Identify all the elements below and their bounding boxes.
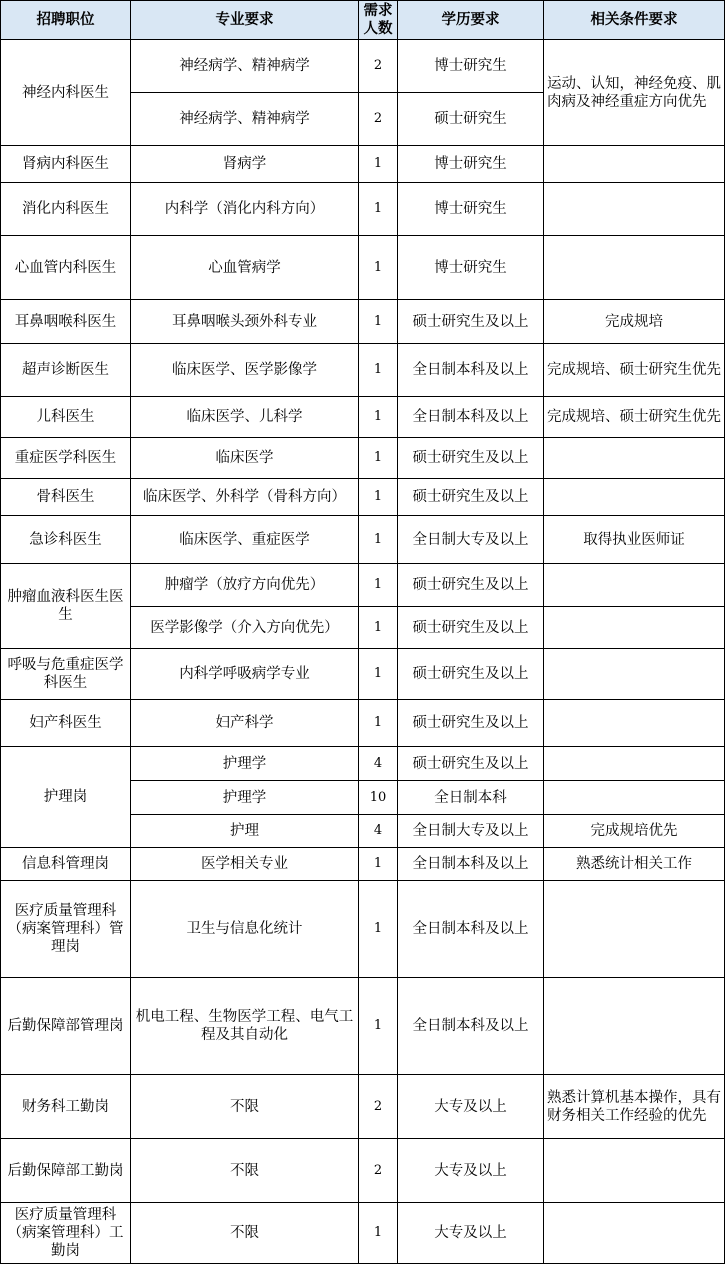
conditions-cell: 取得执业医师证 — [544, 516, 725, 564]
header-conditions: 相关条件要求 — [544, 1, 725, 40]
position-cell: 医疗质量管理科（病案管理科）管理岗 — [1, 881, 131, 978]
major-cell: 不限 — [131, 1203, 359, 1264]
major-cell: 肿瘤学（放疗方向优先） — [131, 564, 359, 607]
major-cell: 护理学 — [131, 747, 359, 781]
header-count: 需求人数 — [359, 1, 398, 40]
education-cell: 硕士研究生及以上 — [398, 300, 544, 344]
education-cell: 博士研究生 — [398, 40, 544, 93]
table-row — [1, 344, 725, 397]
education-cell: 博士研究生 — [398, 236, 544, 300]
count-cell: 1 — [359, 607, 398, 649]
conditions-cell — [544, 747, 725, 781]
education-cell: 大专及以上 — [398, 1203, 544, 1264]
conditions-cell — [544, 479, 725, 516]
position-cell: 儿科医生 — [1, 397, 131, 438]
education-cell: 全日制本科及以上 — [398, 978, 544, 1075]
table-row — [1, 1075, 725, 1139]
position-cell: 护理岗 — [1, 747, 131, 848]
education-cell: 全日制本科及以上 — [398, 397, 544, 438]
position-cell: 神经内科医生 — [1, 40, 131, 146]
count-cell: 4 — [359, 747, 398, 781]
major-cell: 内科学呼吸病学专业 — [131, 649, 359, 700]
table-row — [1, 300, 725, 344]
major-cell: 神经病学、精神病学 — [131, 40, 359, 93]
header-position: 招聘职位 — [1, 1, 131, 40]
major-cell: 临床医学、外科学（骨科方向） — [131, 479, 359, 516]
table-row — [1, 479, 725, 516]
conditions-cell — [544, 146, 725, 183]
education-cell: 硕士研究生及以上 — [398, 479, 544, 516]
position-cell: 肾病内科医生 — [1, 146, 131, 183]
major-cell: 临床医学、儿科学 — [131, 397, 359, 438]
count-cell: 1 — [359, 438, 398, 479]
conditions-cell — [544, 438, 725, 479]
conditions-cell: 完成规培、硕士研究生优先 — [544, 344, 725, 397]
count-cell: 1 — [359, 397, 398, 438]
table-row — [1, 438, 725, 479]
conditions-cell: 完成规培 — [544, 300, 725, 344]
count-cell: 1 — [359, 700, 398, 747]
table-row — [1, 700, 725, 747]
header-education: 学历要求 — [398, 1, 544, 40]
conditions-cell: 熟悉统计相关工作 — [544, 848, 725, 881]
count-cell: 1 — [359, 881, 398, 978]
conditions-cell — [544, 881, 725, 978]
header-row — [1, 1, 725, 40]
position-cell: 医疗质量管理科（病案管理科）工勤岗 — [1, 1203, 131, 1264]
table-row — [1, 1203, 725, 1264]
education-cell: 博士研究生 — [398, 146, 544, 183]
table-row — [1, 40, 725, 93]
count-cell: 2 — [359, 93, 398, 146]
major-cell: 心血管病学 — [131, 236, 359, 300]
conditions-cell — [544, 1139, 725, 1203]
conditions-cell — [544, 649, 725, 700]
count-cell: 1 — [359, 300, 398, 344]
table-row — [1, 747, 725, 781]
education-cell: 硕士研究生 — [398, 93, 544, 146]
table-row — [1, 146, 725, 183]
education-cell: 全日制本科及以上 — [398, 848, 544, 881]
position-cell: 后勤保障部工勤岗 — [1, 1139, 131, 1203]
table-row — [1, 848, 725, 881]
conditions-cell — [544, 236, 725, 300]
position-cell: 重症医学科医生 — [1, 438, 131, 479]
education-cell: 全日制本科及以上 — [398, 344, 544, 397]
education-cell: 硕士研究生及以上 — [398, 747, 544, 781]
table-row — [1, 236, 725, 300]
count-cell: 2 — [359, 40, 398, 93]
conditions-cell — [544, 183, 725, 236]
table-row — [1, 978, 725, 1075]
major-cell: 内科学（消化内科方向） — [131, 183, 359, 236]
education-cell: 博士研究生 — [398, 183, 544, 236]
conditions-cell: 熟悉计算机基本操作，具有财务相关工作经验的优先 — [544, 1075, 725, 1139]
table-row — [1, 516, 725, 564]
count-cell: 1 — [359, 1203, 398, 1264]
count-cell: 1 — [359, 146, 398, 183]
table-row — [1, 881, 725, 978]
conditions-cell — [544, 781, 725, 815]
education-cell: 硕士研究生及以上 — [398, 564, 544, 607]
table-row — [1, 564, 725, 607]
education-cell: 大专及以上 — [398, 1139, 544, 1203]
education-cell: 硕士研究生及以上 — [398, 438, 544, 479]
major-cell: 不限 — [131, 1139, 359, 1203]
major-cell: 临床医学、重症医学 — [131, 516, 359, 564]
position-cell: 超声诊断医生 — [1, 344, 131, 397]
major-cell: 机电工程、生物医学工程、电气工程及其自动化 — [131, 978, 359, 1075]
major-cell: 肾病学 — [131, 146, 359, 183]
table-row — [1, 649, 725, 700]
count-cell: 1 — [359, 649, 398, 700]
position-cell: 耳鼻咽喉科医生 — [1, 300, 131, 344]
count-cell: 1 — [359, 516, 398, 564]
major-cell: 不限 — [131, 1075, 359, 1139]
education-cell: 全日制本科及以上 — [398, 881, 544, 978]
conditions-cell — [544, 1203, 725, 1264]
position-cell: 财务科工勤岗 — [1, 1075, 131, 1139]
education-cell: 硕士研究生及以上 — [398, 649, 544, 700]
position-cell: 后勤保障部管理岗 — [1, 978, 131, 1075]
position-cell: 消化内科医生 — [1, 183, 131, 236]
education-cell: 硕士研究生及以上 — [398, 700, 544, 747]
education-cell: 全日制本科 — [398, 781, 544, 815]
conditions-cell: 运动、认知，神经免疫、肌肉病及神经重症方向优先 — [544, 40, 725, 146]
position-cell: 肿瘤血液科医生医生 — [1, 564, 131, 649]
count-cell: 1 — [359, 848, 398, 881]
major-cell: 临床医学、医学影像学 — [131, 344, 359, 397]
count-cell: 10 — [359, 781, 398, 815]
table-row — [1, 397, 725, 438]
conditions-cell: 完成规培优先 — [544, 815, 725, 848]
education-cell: 大专及以上 — [398, 1075, 544, 1139]
major-cell: 护理 — [131, 815, 359, 848]
header-major: 专业要求 — [131, 1, 359, 40]
conditions-cell — [544, 700, 725, 747]
position-cell: 急诊科医生 — [1, 516, 131, 564]
major-cell: 神经病学、精神病学 — [131, 93, 359, 146]
position-cell: 心血管内科医生 — [1, 236, 131, 300]
position-cell: 骨科医生 — [1, 479, 131, 516]
count-cell: 2 — [359, 1139, 398, 1203]
position-cell: 呼吸与危重症医学科医生 — [1, 649, 131, 700]
count-cell: 1 — [359, 183, 398, 236]
table-row — [1, 183, 725, 236]
major-cell: 护理学 — [131, 781, 359, 815]
major-cell: 卫生与信息化统计 — [131, 881, 359, 978]
conditions-cell — [544, 607, 725, 649]
count-cell: 4 — [359, 815, 398, 848]
count-cell: 1 — [359, 344, 398, 397]
count-cell: 1 — [359, 236, 398, 300]
count-cell: 1 — [359, 479, 398, 516]
count-cell: 1 — [359, 564, 398, 607]
major-cell: 医学影像学（介入方向优先） — [131, 607, 359, 649]
major-cell: 临床医学 — [131, 438, 359, 479]
education-cell: 全日制大专及以上 — [398, 516, 544, 564]
conditions-cell — [544, 978, 725, 1075]
position-cell: 妇产科医生 — [1, 700, 131, 747]
education-cell: 硕士研究生及以上 — [398, 607, 544, 649]
major-cell: 医学相关专业 — [131, 848, 359, 881]
major-cell: 妇产科学 — [131, 700, 359, 747]
count-cell: 1 — [359, 978, 398, 1075]
conditions-cell — [544, 564, 725, 607]
major-cell: 耳鼻咽喉头颈外科专业 — [131, 300, 359, 344]
conditions-cell: 完成规培、硕士研究生优先 — [544, 397, 725, 438]
education-cell: 全日制大专及以上 — [398, 815, 544, 848]
count-cell: 2 — [359, 1075, 398, 1139]
table-row — [1, 1139, 725, 1203]
position-cell: 信息科管理岗 — [1, 848, 131, 881]
